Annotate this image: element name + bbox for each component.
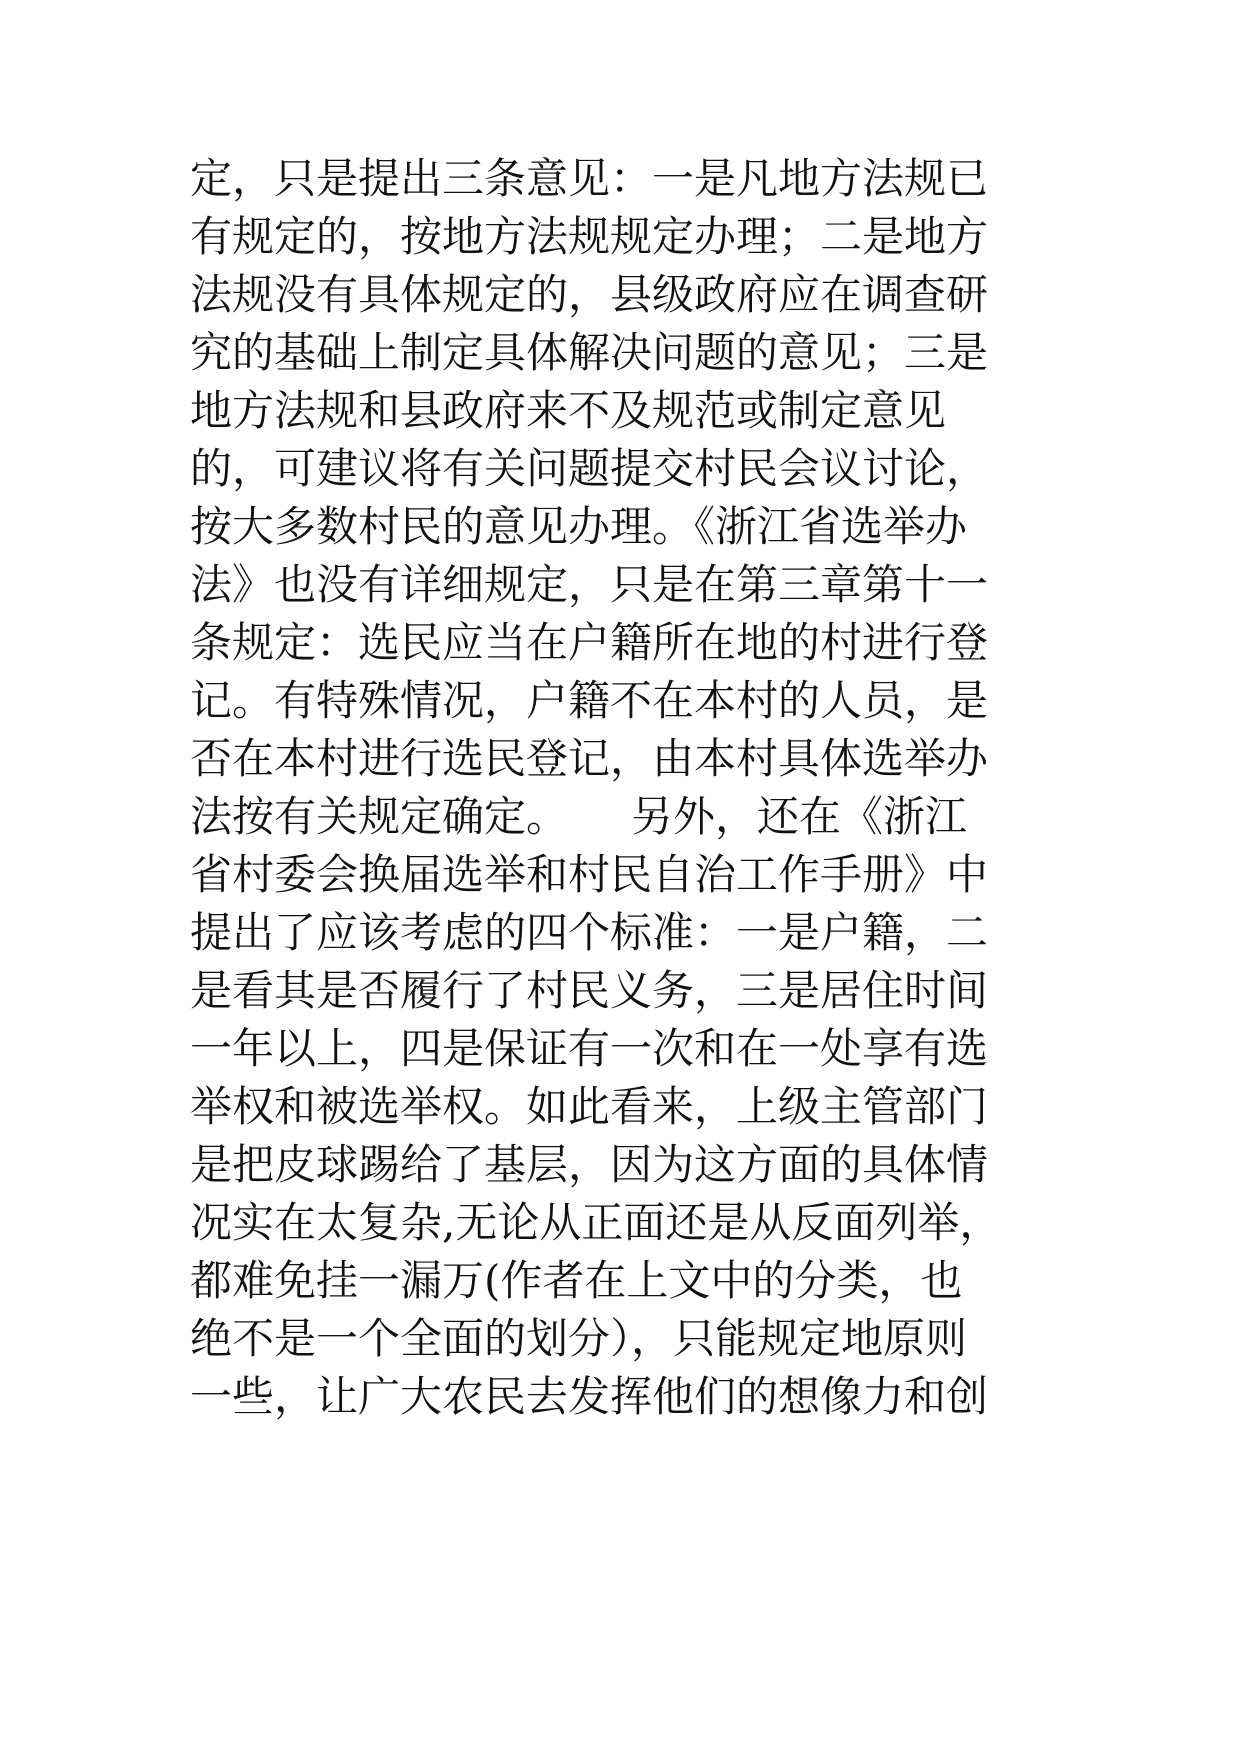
text-line: 记。有特殊情况，户籍不在本村的人员，是	[190, 676, 989, 725]
text-line: 按大多数村民的意见办理。《浙江省选举办	[190, 502, 968, 551]
text-line: 条规定：选民应当在户籍所在地的村进行登	[190, 618, 989, 667]
text-line: 况实在太复杂,无论从正面还是从反面列举，	[190, 1198, 1002, 1247]
text-line: 一年以上，四是保证有一次和在一处享有选	[190, 1024, 989, 1073]
text-line: 省村委会换届选举和村民自治工作手册》中	[190, 850, 989, 899]
text-line: 一些，让广大农民去发挥他们的想像力和创	[190, 1372, 989, 1421]
text-line: 有规定的，按地方法规规定办理；二是地方	[190, 212, 989, 261]
text-line: 法规没有具体规定的，县级政府应在调查研	[190, 270, 989, 319]
text-line: 究的基础上制定具体解决问题的意见；三是	[190, 328, 989, 377]
text-line: 法》也没有详细规定，只是在第三章第十一	[190, 560, 989, 609]
text-line: 举权和被选举权。如此看来，上级主管部门	[190, 1082, 989, 1131]
text-line: 法按有关规定确定。 另外，还在《浙江	[190, 792, 968, 841]
text-line: 定，只是提出三条意见：一是凡地方法规已	[190, 154, 989, 203]
text-line: 都难免挂一漏万(作者在上文中的分类，也	[190, 1256, 963, 1305]
text-line: 是把皮球踢给了基层，因为这方面的具体情	[190, 1140, 989, 1189]
text-line: 绝不是一个全面的划分），只能规定地原则	[190, 1314, 968, 1363]
text-line: 否在本村进行选民登记，由本村具体选举办	[190, 734, 989, 783]
text-line: 是看其是否履行了村民义务，三是居住时间	[190, 966, 989, 1015]
body-text	[190, 150, 1090, 1426]
text-line: 的，可建议将有关问题提交村民会议讨论，	[190, 444, 989, 493]
text-line: 地方法规和县政府来不及规范或制定意见	[190, 386, 947, 435]
text-line: 提出了应该考虑的四个标准：一是户籍，二	[190, 908, 989, 957]
